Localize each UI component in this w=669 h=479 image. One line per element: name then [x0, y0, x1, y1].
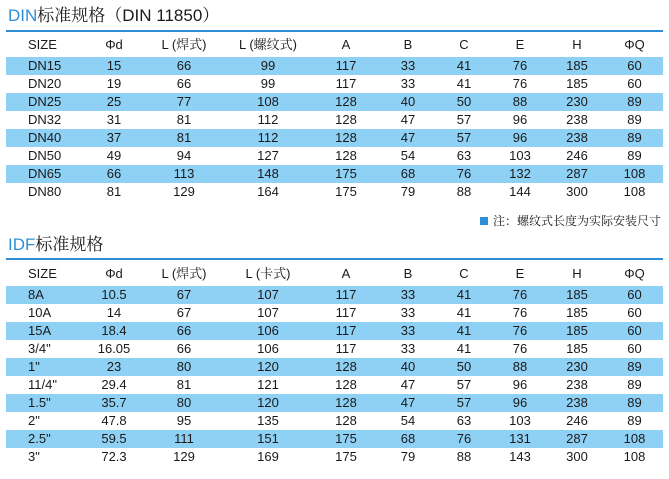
table-cell: 107 [257, 305, 279, 320]
din-header-l-weld: L (焊式) [161, 37, 207, 52]
table-cell: 230 [548, 93, 606, 111]
table-cell: 33 [400, 341, 416, 356]
table-cell: 120 [224, 394, 312, 412]
din-header-a: A [341, 37, 351, 52]
table-cell: 66 [144, 322, 224, 340]
size-cell: 1" [6, 358, 84, 376]
table-row [6, 448, 663, 466]
size-cell: DN50 [28, 148, 62, 163]
table-cell: 29.4 [101, 377, 127, 392]
table-cell: 60 [606, 286, 663, 304]
table-cell: 108 [224, 93, 312, 111]
table-cell: 89 [627, 377, 642, 392]
table-cell: 164 [257, 184, 279, 199]
table-cell: 88 [456, 184, 472, 199]
table-cell: 41 [436, 322, 492, 340]
idf-header-size: SIZE [28, 266, 57, 281]
size-cell: 11/4" [28, 377, 57, 392]
table-cell: 89 [606, 129, 663, 147]
idf-header-b: B [403, 266, 413, 281]
table-cell: 35.7 [84, 394, 144, 412]
table-cell: 57 [456, 377, 472, 392]
table-cell: 63 [456, 413, 472, 428]
table-cell: 33 [380, 57, 436, 75]
table-cell: 89 [606, 93, 663, 111]
table-cell: 95 [176, 413, 192, 428]
table-row [6, 430, 663, 448]
table-cell: 23 [84, 358, 144, 376]
table-cell: 66 [176, 76, 192, 91]
table-cell: 117 [335, 305, 357, 320]
table-cell: 128 [335, 112, 357, 127]
size-cell: DN25 [6, 93, 84, 111]
table-row [6, 322, 663, 340]
table-cell: 117 [312, 57, 380, 75]
table-cell: 77 [144, 93, 224, 111]
table-cell: 37 [84, 129, 144, 147]
table-row [6, 93, 663, 111]
table-cell: 76 [512, 305, 528, 320]
table-row [6, 376, 663, 394]
table-cell: 128 [335, 148, 357, 163]
table-cell: 47 [400, 377, 416, 392]
din-note-text: 注：螺纹式长度为实际安装尺寸 [492, 214, 661, 228]
table-cell: 33 [400, 76, 416, 91]
table-row [6, 165, 663, 183]
table-cell: 88 [492, 358, 548, 376]
size-cell: 1.5" [6, 394, 84, 412]
table-cell: 300 [566, 184, 588, 199]
table-cell: 15 [84, 57, 144, 75]
table-cell: 68 [380, 165, 436, 183]
idf-header-d: Φd [105, 266, 123, 281]
table-cell: 88 [456, 449, 472, 464]
table-cell: 108 [623, 184, 646, 199]
table-row [6, 111, 663, 129]
table-cell: 54 [400, 413, 416, 428]
table-cell: 117 [312, 286, 380, 304]
table-cell: 66 [176, 341, 192, 356]
table-cell: 47 [400, 112, 416, 127]
idf-header-e: E [515, 266, 525, 281]
table-cell: 132 [492, 165, 548, 183]
din-note [480, 213, 661, 229]
size-cell: DN40 [6, 129, 84, 147]
table-cell: 57 [456, 112, 472, 127]
table-cell: 238 [566, 377, 588, 392]
table-cell: 175 [312, 165, 380, 183]
table-cell: 33 [380, 322, 436, 340]
table-cell: 50 [436, 358, 492, 376]
table-cell: 108 [606, 165, 663, 183]
table-cell: 185 [548, 322, 606, 340]
table-cell: 76 [436, 165, 492, 183]
size-cell: DN15 [6, 57, 84, 75]
table-cell: 10.5 [84, 286, 144, 304]
table-cell: 76 [492, 57, 548, 75]
idf-title [8, 234, 103, 256]
din-header-row [6, 33, 663, 57]
table-cell: 128 [312, 394, 380, 412]
idf-header-c: C [459, 266, 469, 281]
din-divider [6, 30, 663, 32]
table-cell: 18.4 [84, 322, 144, 340]
idf-table-body [6, 262, 663, 466]
table-cell: 135 [257, 413, 279, 428]
idf-header-a: A [341, 266, 351, 281]
table-cell: 81 [176, 377, 192, 392]
table-cell: 40 [380, 358, 436, 376]
table-cell: 25 [84, 93, 144, 111]
table-cell: 144 [509, 184, 531, 199]
table-cell: 33 [400, 305, 416, 320]
table-cell: 81 [176, 112, 192, 127]
table-cell: 33 [380, 286, 436, 304]
table-cell: 103 [509, 413, 531, 428]
table-row [6, 129, 663, 147]
table-cell: 60 [627, 305, 642, 320]
table-cell: 131 [492, 430, 548, 448]
table-cell: 67 [176, 305, 192, 320]
din-header-d: Φd [105, 37, 123, 52]
table-cell: 47 [380, 394, 436, 412]
table-cell: 127 [257, 148, 279, 163]
table-cell: 89 [627, 112, 642, 127]
table-cell: 128 [335, 377, 357, 392]
table-cell: 79 [400, 184, 416, 199]
table-row [6, 57, 663, 75]
table-cell: 238 [548, 394, 606, 412]
idf-header-h: H [572, 266, 582, 281]
table-cell: 112 [257, 112, 279, 127]
table-row [6, 358, 663, 376]
table-cell: 96 [492, 129, 548, 147]
table-cell: 57 [436, 394, 492, 412]
table-cell: 113 [144, 165, 224, 183]
table-cell: 287 [548, 430, 606, 448]
table-cell: 60 [606, 57, 663, 75]
table-cell: 88 [492, 93, 548, 111]
table-row [6, 340, 663, 358]
din-table-body [6, 33, 663, 201]
size-cell: 3/4" [28, 341, 51, 356]
table-cell: 14 [106, 305, 122, 320]
table-cell: 16.05 [97, 341, 131, 356]
table-cell: 185 [548, 286, 606, 304]
size-cell: 2.5" [6, 430, 84, 448]
table-cell: 238 [566, 112, 588, 127]
size-cell: 3" [28, 449, 40, 464]
table-cell: 99 [260, 76, 276, 91]
size-cell: 2" [28, 413, 40, 428]
table-cell: 76 [436, 430, 492, 448]
table-cell: 117 [312, 322, 380, 340]
table-cell: 117 [335, 76, 357, 91]
table-cell: 148 [224, 165, 312, 183]
din-header-h: H [572, 37, 582, 52]
size-cell: DN80 [28, 184, 62, 199]
table-cell: 129 [173, 449, 195, 464]
table-cell: 76 [492, 322, 548, 340]
table-row [6, 75, 663, 93]
table-cell: 120 [224, 358, 312, 376]
table-cell: 96 [492, 394, 548, 412]
table-cell: 96 [512, 112, 528, 127]
table-cell: 59.5 [84, 430, 144, 448]
idf-header-q: ΦQ [624, 266, 645, 281]
table-cell: 175 [335, 449, 357, 464]
table-cell: 57 [436, 129, 492, 147]
table-cell: 60 [627, 341, 642, 356]
table-row [6, 412, 663, 430]
table-cell: 94 [176, 148, 192, 163]
table-cell: 47.8 [101, 413, 127, 428]
table-cell: 111 [144, 430, 224, 448]
table-cell: 72.3 [101, 449, 127, 464]
table-cell: 128 [312, 358, 380, 376]
table-cell: 128 [312, 129, 380, 147]
table-cell: 40 [380, 93, 436, 111]
table-cell: 175 [312, 430, 380, 448]
table-cell: 89 [606, 394, 663, 412]
idf-header-row [6, 262, 663, 286]
table-cell: 107 [224, 286, 312, 304]
table-cell: 287 [548, 165, 606, 183]
table-cell: 151 [224, 430, 312, 448]
din-header-c: C [459, 37, 469, 52]
din-spec-table [6, 33, 663, 201]
table-cell: 76 [512, 76, 528, 91]
table-cell: 108 [623, 449, 646, 464]
table-row [6, 394, 663, 412]
table-cell: 49 [106, 148, 122, 163]
table-row [6, 304, 663, 322]
table-cell: 60 [606, 322, 663, 340]
table-cell: 185 [548, 57, 606, 75]
idf-header-l-clamp: L (卡式) [245, 266, 291, 281]
table-cell: 143 [509, 449, 531, 464]
table-cell: 50 [436, 93, 492, 111]
din-header-e: E [515, 37, 525, 52]
table-cell: 89 [606, 358, 663, 376]
idf-spec-table [6, 262, 663, 466]
table-cell: 68 [380, 430, 436, 448]
din-title [8, 5, 219, 27]
table-cell: 106 [257, 341, 279, 356]
table-cell: 81 [106, 184, 122, 199]
table-cell: 63 [456, 148, 472, 163]
table-cell: 66 [144, 57, 224, 75]
table-cell: 96 [512, 377, 528, 392]
size-cell: 15A [6, 322, 84, 340]
table-cell: 106 [224, 322, 312, 340]
table-cell: 41 [456, 76, 472, 91]
size-cell: DN32 [28, 112, 62, 127]
table-cell: 41 [436, 286, 492, 304]
idf-title-prefix: IDF [8, 235, 36, 254]
idf-title-text: 标准规格 [35, 235, 104, 254]
table-cell: 76 [492, 286, 548, 304]
table-cell: 47 [380, 129, 436, 147]
table-row [6, 147, 663, 165]
idf-header-l-weld: L (焊式) [161, 266, 207, 281]
idf-divider [6, 258, 663, 260]
table-cell: 238 [548, 129, 606, 147]
table-cell: 128 [335, 413, 357, 428]
table-cell: 66 [84, 165, 144, 183]
table-cell: 129 [173, 184, 195, 199]
note-square-icon [480, 217, 488, 225]
din-header-b: B [403, 37, 413, 52]
table-cell: 175 [335, 184, 357, 199]
size-cell: DN20 [28, 76, 62, 91]
din-header-l-thread: L (螺纹式) [238, 37, 298, 52]
table-cell: 185 [566, 341, 588, 356]
table-cell: 54 [400, 148, 416, 163]
table-cell: 41 [456, 341, 472, 356]
table-cell: 67 [144, 286, 224, 304]
table-cell: 41 [456, 305, 472, 320]
din-header-size: SIZE [28, 37, 57, 52]
table-cell: 128 [312, 93, 380, 111]
table-cell: 246 [566, 148, 588, 163]
table-cell: 185 [566, 305, 588, 320]
size-cell: 10A [28, 305, 52, 320]
table-cell: 103 [509, 148, 531, 163]
table-row [6, 183, 663, 201]
din-title-text: 标准规格（DIN 11850） [37, 6, 220, 25]
table-cell: 89 [627, 413, 642, 428]
table-cell: 246 [566, 413, 588, 428]
din-title-prefix: DIN [8, 6, 38, 25]
table-cell: 230 [548, 358, 606, 376]
table-cell: 169 [257, 449, 279, 464]
table-cell: 41 [436, 57, 492, 75]
table-cell: 121 [257, 377, 279, 392]
size-cell: DN65 [6, 165, 84, 183]
table-cell: 112 [224, 129, 312, 147]
table-cell: 185 [566, 76, 588, 91]
table-cell: 19 [106, 76, 122, 91]
table-cell: 31 [106, 112, 122, 127]
size-cell: 8A [6, 286, 84, 304]
table-cell: 300 [566, 449, 588, 464]
table-cell: 76 [512, 341, 528, 356]
table-cell: 79 [400, 449, 416, 464]
table-cell: 80 [144, 394, 224, 412]
din-header-q: ΦQ [624, 37, 645, 52]
table-row [6, 286, 663, 304]
table-cell: 60 [627, 76, 642, 91]
table-cell: 117 [335, 341, 357, 356]
table-cell: 81 [144, 129, 224, 147]
table-cell: 80 [144, 358, 224, 376]
table-cell: 99 [224, 57, 312, 75]
table-cell: 108 [606, 430, 663, 448]
table-cell: 89 [627, 148, 642, 163]
